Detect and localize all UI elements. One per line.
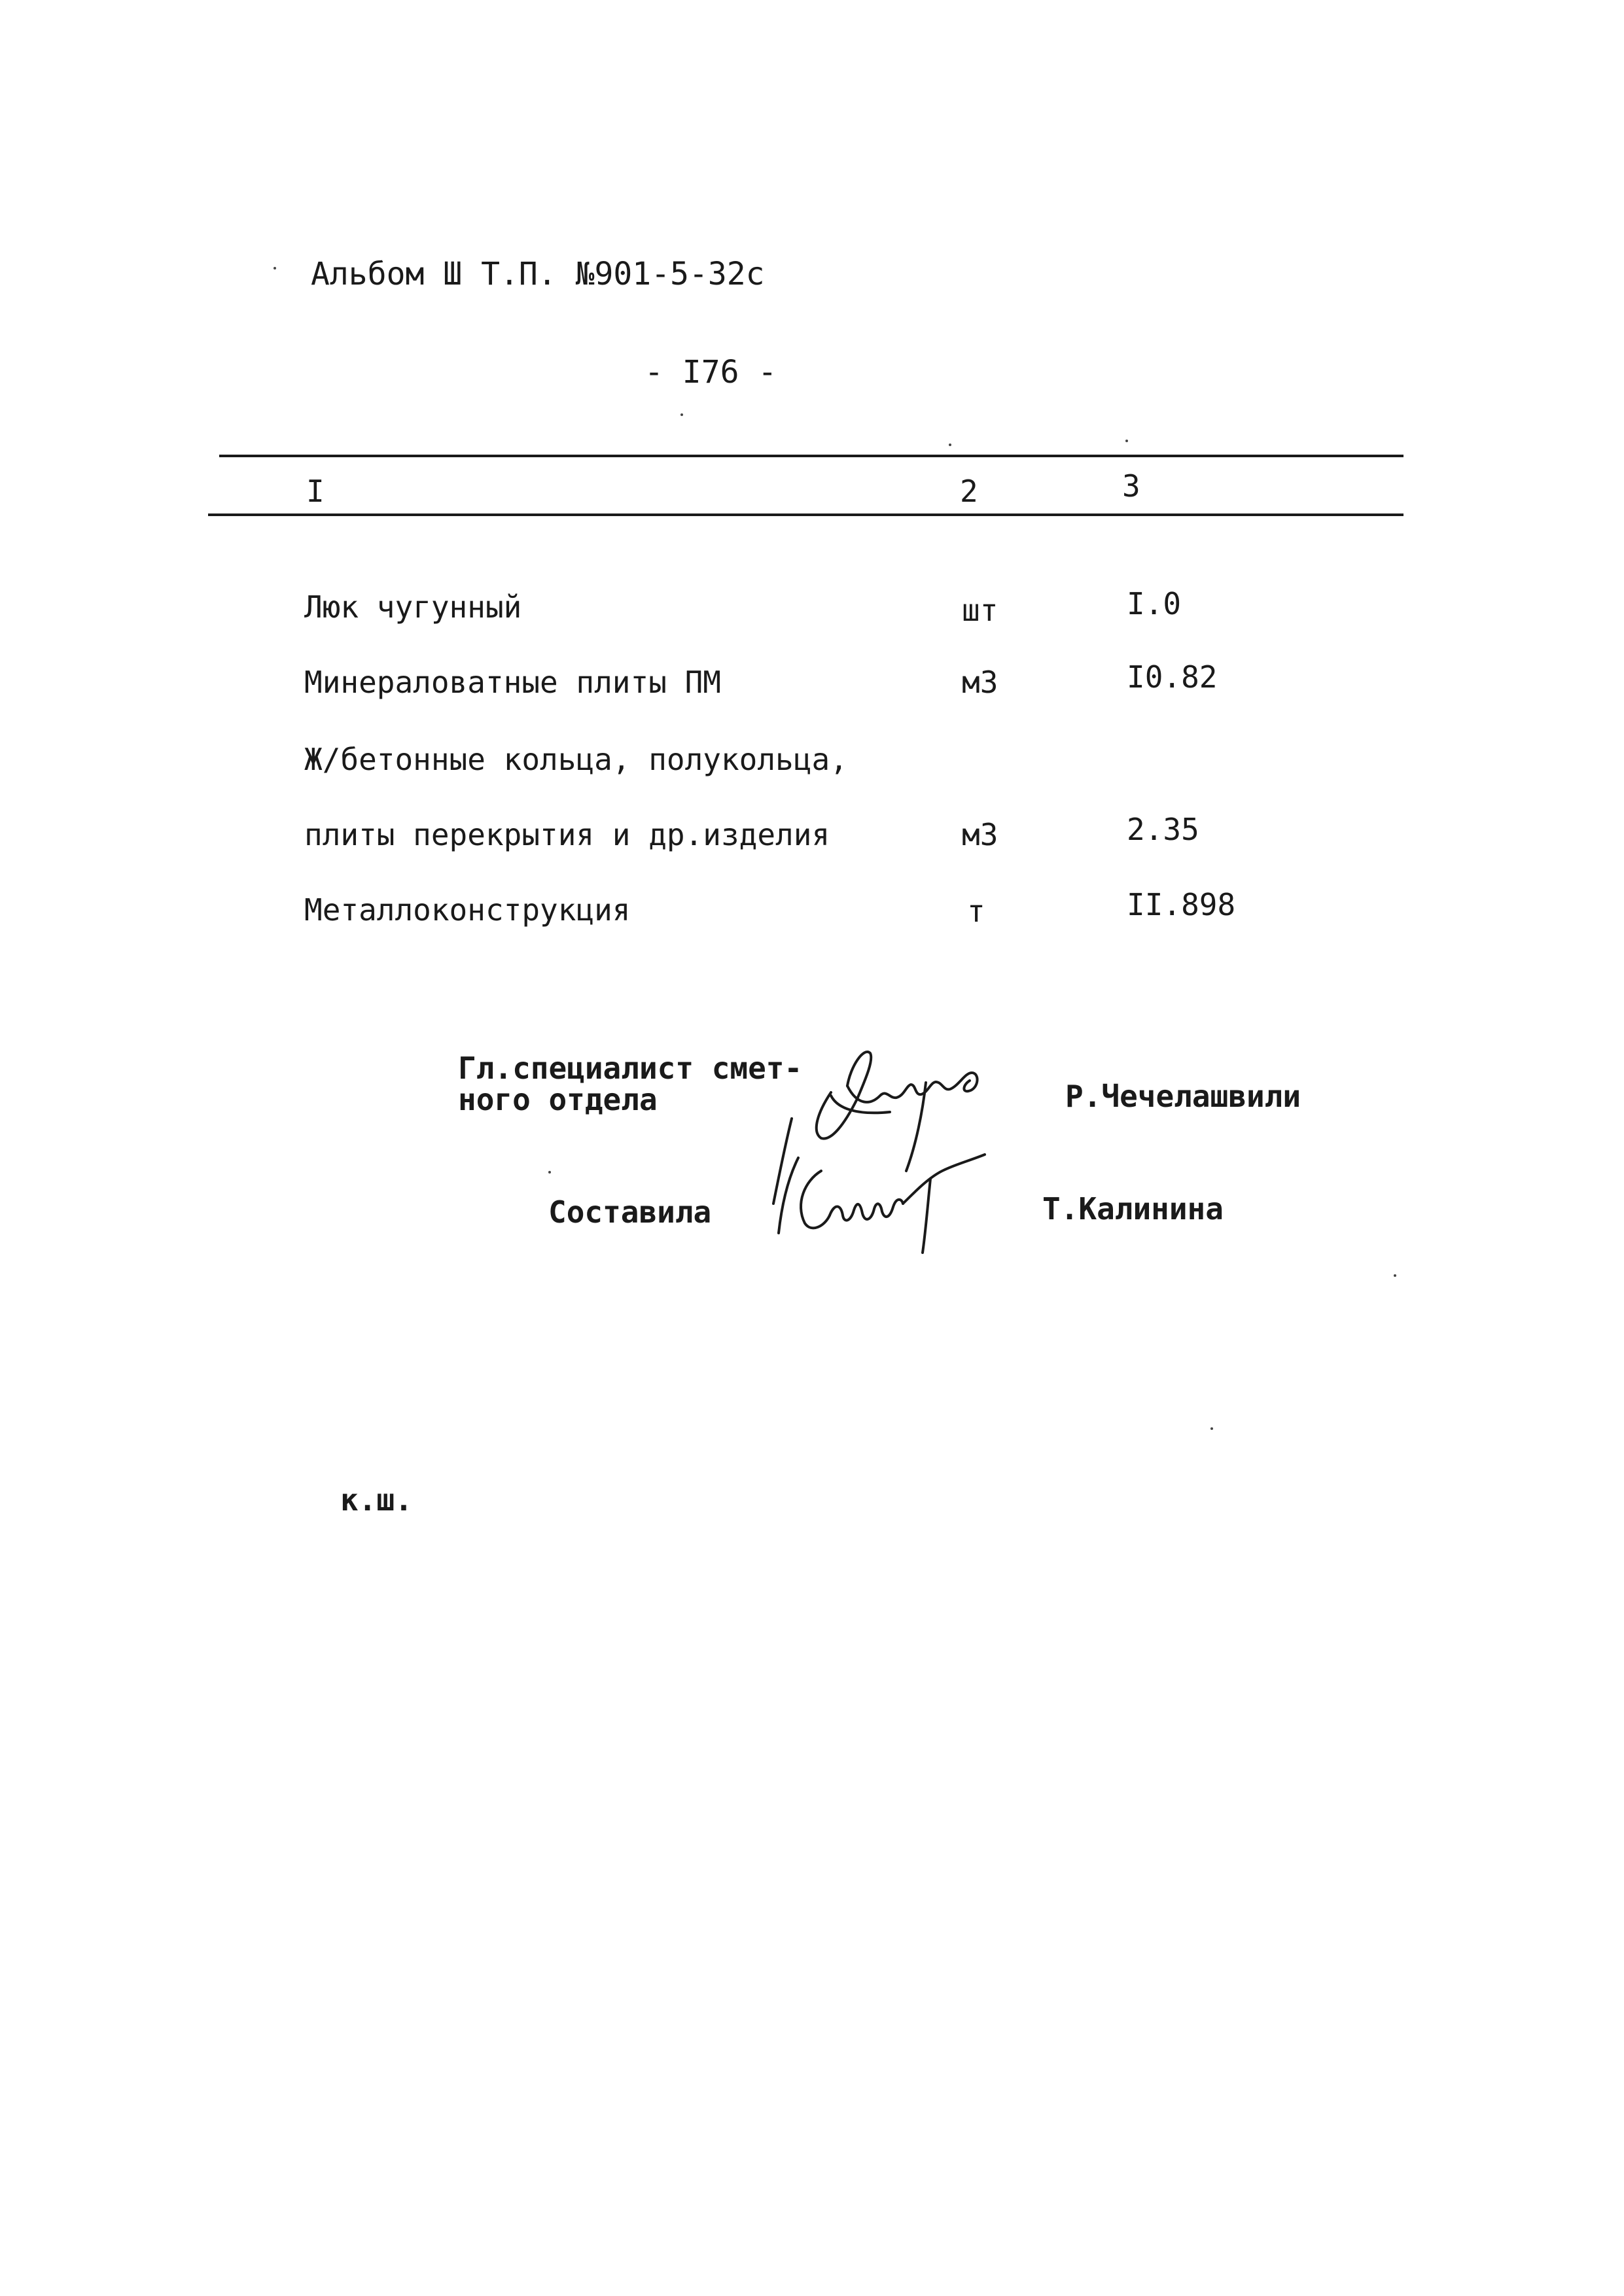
table-top-rule: [219, 455, 1403, 457]
column-header-3: 3: [1122, 468, 1140, 504]
chief-name: Р.Чечелашвили: [1065, 1079, 1301, 1114]
album-reference: Альбом Ш Т.П. №901-5-32с: [311, 256, 765, 292]
scan-speck: [680, 413, 683, 416]
column-header-1: I: [306, 474, 325, 509]
compiled-by-name: Т.Калинина: [1042, 1191, 1224, 1226]
row-5-value: II.898: [1127, 887, 1236, 922]
compiled-by-label: Составила: [548, 1194, 712, 1230]
scan-speck: [1394, 1274, 1396, 1277]
row-4-value: 2.35: [1127, 812, 1199, 847]
scan-speck: [1210, 1427, 1213, 1430]
row-4-name: плиты перекрытия и др.изделия: [304, 817, 830, 852]
chief-title-line-2: ного отдела: [458, 1082, 658, 1117]
handwritten-signature: [759, 1007, 1047, 1269]
row-1-name: Люк чугунный: [304, 589, 522, 625]
table-header-bottom-rule: [208, 513, 1403, 516]
footer-mark: к.ш.: [340, 1482, 413, 1518]
scan-speck: [274, 267, 276, 270]
column-header-2: 2: [960, 474, 978, 509]
row-5-unit: т: [967, 894, 985, 929]
row-5-name: Металлоконструкция: [304, 892, 631, 928]
page-number: - I76 -: [644, 354, 777, 391]
scan-speck: [1125, 440, 1128, 442]
row-2-name: Минераловатные плиты ПМ: [304, 665, 721, 700]
row-4-unit: м3: [962, 817, 998, 852]
row-2-value: I0.82: [1127, 659, 1218, 695]
row-3-name: Ж/бетонные кольца, полукольца,: [304, 742, 848, 777]
scan-speck: [548, 1171, 551, 1174]
row-1-value: I.0: [1127, 586, 1182, 621]
scan-speck: [949, 444, 951, 446]
row-1-unit: шт: [962, 593, 998, 628]
row-2-unit: м3: [962, 665, 998, 700]
chief-title-line-1: Гл.специалист смет-: [458, 1051, 803, 1086]
